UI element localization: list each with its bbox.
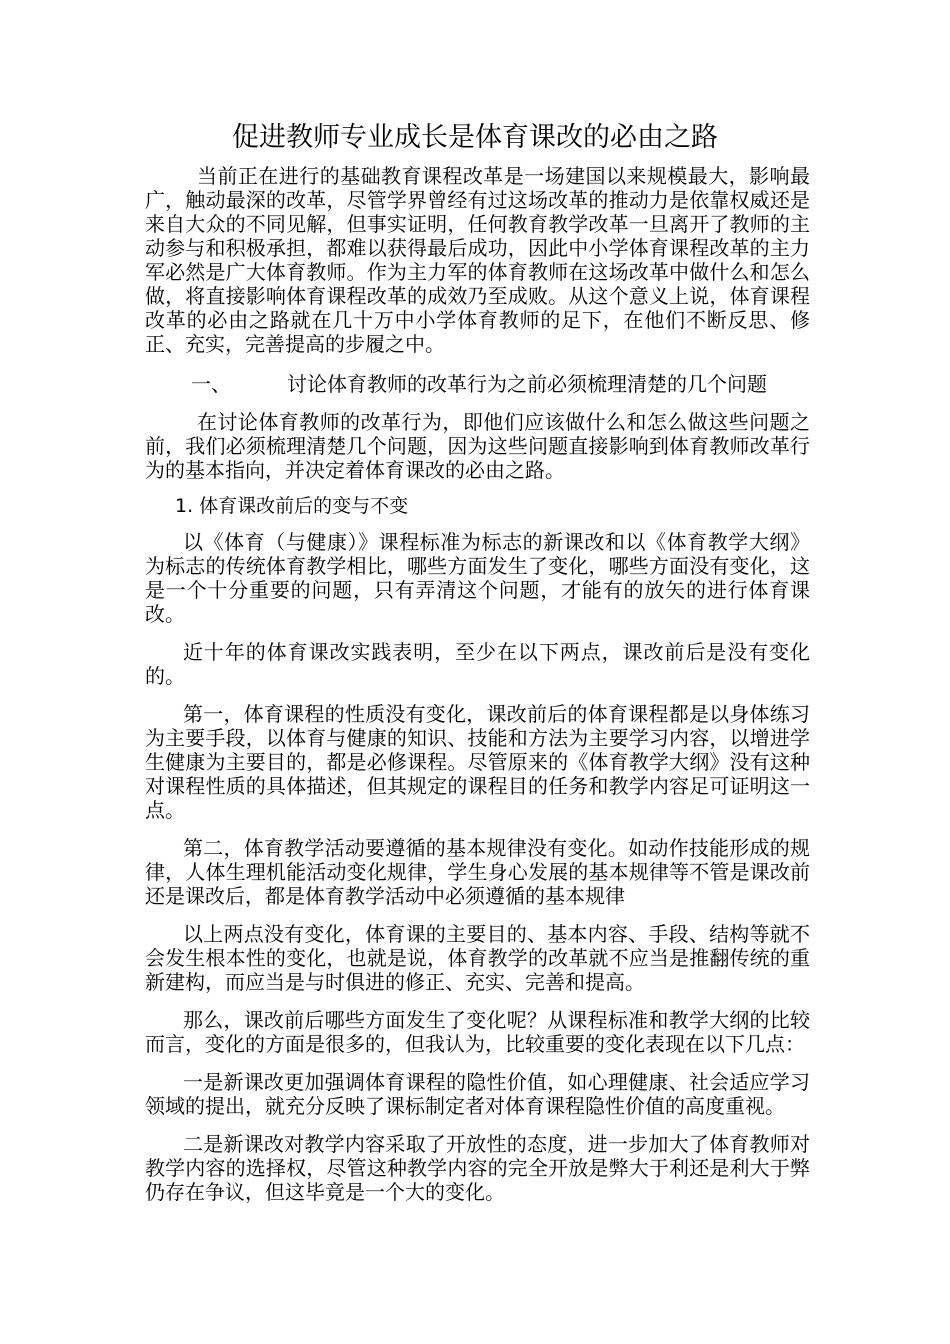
paragraph-comparison: 以《体育（与健康）》课程标准为标志的新课改和以《体育教学大纲》为标志的传统体育教学相比，哪些方面发生了变化，哪些方面没有变化，这是一个十分重要的问题，只有弄清这个问题，才能有的放矢的进行体育课改。 [145, 530, 810, 626]
paragraph-conclusion-no-change: 以上两点没有变化，体育课的主要目的、基本内容、手段、结构等就不会发生根本性的变化，也就是说，体育教学的改革就不应当是推翻传统的重新建构，而应当是与时俱进的修正、充实、完善和提高。 [145, 922, 810, 994]
paragraph-changes-intro: 那么，课改前后哪些方面发生了变化呢？从课程标准和教学大纲的比较而言，变化的方面是很多的，但我认为，比较重要的变化表现在以下几点： [145, 1008, 810, 1056]
subheading-1-1: 1. 体育课改前后的变与不变 [175, 495, 409, 517]
paragraph-change-two: 二是新课改对教学内容采取了开放性的态度，进一步加大了体育教师对教学内容的选择权，尽管这种教学内容的完全开放是弊大于利还是利大于弊仍存在争议，但这毕竟是一个大的变化。 [145, 1132, 810, 1204]
paragraph-first-point: 第一，体育课程的性质没有变化，课改前后的体育课程都是以身体练习为主要手段，以体育与健康的知识、技能和方法为主要学习内容，以增进学生健康为主要目的，都是必修课程。尽管原来的《体育教学大纲》没有这种对课程性质的具体描述，但其规定的课程目的任务和教学内容足可证明这一点。 [145, 702, 810, 822]
document-title: 促进教师专业成长是体育课改的必由之路 [232, 122, 718, 153]
section-heading-1 [145, 372, 810, 396]
section-heading-1-text: 讨论体育教师的改革行为之前必须梳理清楚的几个问题 [287, 372, 767, 396]
paragraph-second-point: 第二，体育教学活动要遵循的基本规律没有变化。如动作技能形成的规律，人体生理机能活动变化规律，学生身心发展的基本规律等不管是课改前还是课改后，都是体育教学活动中必须遵循的基本规律 [145, 836, 810, 908]
paragraph-discussion: 在讨论体育教师的改革行为，即他们应该做什么和怎么做这些问题之前，我们必须梳理清楚几个问题，因为这些问题直接影响到体育教师改革行为的基本指向，并决定着体育课改的必由之路。 [145, 410, 810, 482]
section-heading-1-number: 一、 [191, 372, 231, 396]
paragraph-no-change-intro: 近十年的体育课改实践表明，至少在以下两点，课改前后是没有变化的。 [145, 640, 810, 688]
document-body [145, 164, 810, 1204]
paragraph-change-one: 一是新课改更加强调体育课程的隐性价值，如心理健康、社会适应学习领域的提出，就充分反映了课标制定者对体育课程隐性价值的高度重视。 [145, 1070, 810, 1118]
paragraph-intro: 当前正在进行的基础教育课程改革是一场建国以来规模最大，影响最广，触动最深的改革，尽管学界曾经有过这场改革的推动力是依靠权威还是来自大众的不同见解，但事实证明，任何教育教学改革一旦离开了教师的主动参与和积极承担，都难以获得最后成功，因此中小学体育课程改革的主力军必然是广大体育教师。作为主力军的体育教师在这场改革中做什么和怎么做，将直接影响体育课程改革的成效乃至成败。从这个意义上说，体育课程改革的必由之路就在几十万中小学体育教师的足下，在他们不断反思、修正、充实，完善提高的步履之中。 [145, 164, 810, 356]
